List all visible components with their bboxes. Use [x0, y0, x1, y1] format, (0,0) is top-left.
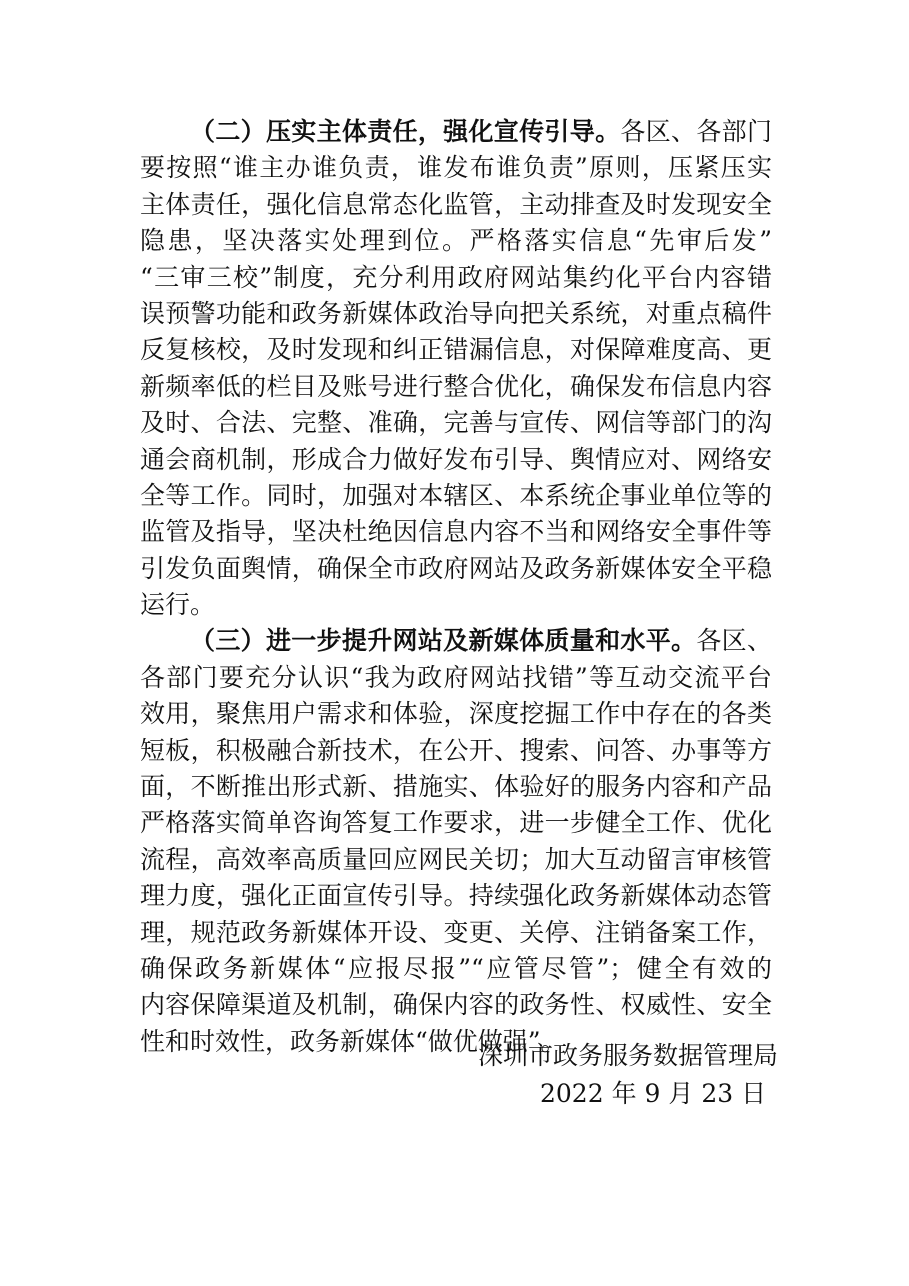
section-3-first-line	[140, 623, 772, 659]
paragraph-line: 面，不断推出形式新、措施实、体验好的服务内容和产品	[140, 772, 772, 802]
document-body	[140, 114, 772, 1060]
paragraph-line: 流程，高效率高质量回应网民关切；加大互动留言审核管	[140, 844, 772, 874]
section-3	[140, 623, 772, 1060]
paragraph-line: 性和时效性，政务新媒体“做优做强”。	[140, 1026, 566, 1056]
paragraph-line: 确保政务新媒体“应报尽报”“应管尽管”；健全有效的	[140, 953, 772, 983]
paragraph-line: 要按照“谁主办谁负责，谁发布谁负责”原则，压紧压实	[140, 153, 772, 183]
paragraph-line: 主体责任，强化信息常态化监管，主动排查及时发现安全	[140, 189, 772, 219]
paragraph-line: 通会商机制，形成合力做好发布引导、舆情应对、网络安	[140, 444, 772, 474]
paragraph-line: 隐患，坚决落实处理到位。严格落实信息“先审后发”	[140, 226, 772, 256]
paragraph-line: 误预警功能和政务新媒体政治导向把关系统，对重点稿件	[140, 298, 772, 328]
paragraph-line: “三审三校”制度，充分利用政府网站集约化平台内容错	[140, 262, 772, 292]
paragraph-line: 严格落实简单咨询答复工作要求，进一步健全工作、优化	[140, 808, 772, 838]
paragraph-line: 引发负面舆情，确保全市政府网站及政务新媒体安全平稳	[140, 553, 772, 583]
signature-organization: 深圳市政务服务数据管理局	[478, 1041, 779, 1070]
section-2	[140, 114, 772, 623]
signature-date: 2022 年 9 月 23 日	[540, 1079, 767, 1108]
paragraph-line: 及时、合法、完整、准确，完善与宣传、网信等部门的沟	[140, 408, 772, 438]
paragraph-line: 各区、各部门	[620, 117, 772, 146]
paragraph-line: 短板，积极融合新技术，在公开、搜索、问答、办事等方	[140, 735, 772, 765]
paragraph-line: 全等工作。同时，加强对本辖区、本系统企事业单位等的	[140, 480, 772, 510]
section-2-first-line	[140, 114, 772, 150]
paragraph-line: 理，规范政务新媒体开设、变更、关停、注销备案工作，	[140, 917, 772, 947]
paragraph-line: 各部门要充分认识“我为政府网站找错”等互动交流平台	[140, 662, 772, 692]
paragraph-line: 各区、	[696, 626, 772, 656]
paragraph-line: 反复核校，及时发现和纠正错漏信息，对保障难度高、更	[140, 335, 772, 365]
section-3-heading: （三）进一步提升网站及新媒体质量和水平。	[190, 626, 697, 656]
paragraph-line: 运行。	[140, 590, 216, 620]
paragraph-line: 监管及指导，坚决杜绝因信息内容不当和网络安全事件等	[140, 517, 772, 547]
paragraph-line: 效用，聚焦用户需求和体验，深度挖掘工作中存在的各类	[140, 699, 772, 729]
paragraph-line: 内容保障渠道及机制，确保内容的政务性、权威性、安全	[140, 990, 772, 1020]
section-2-heading: （二）压实主体责任，强化宣传引导。	[190, 117, 621, 146]
paragraph-line: 新频率低的栏目及账号进行整合优化，确保发布信息内容	[140, 371, 772, 401]
paragraph-line: 理力度，强化正面宣传引导。持续强化政务新媒体动态管	[140, 881, 772, 911]
